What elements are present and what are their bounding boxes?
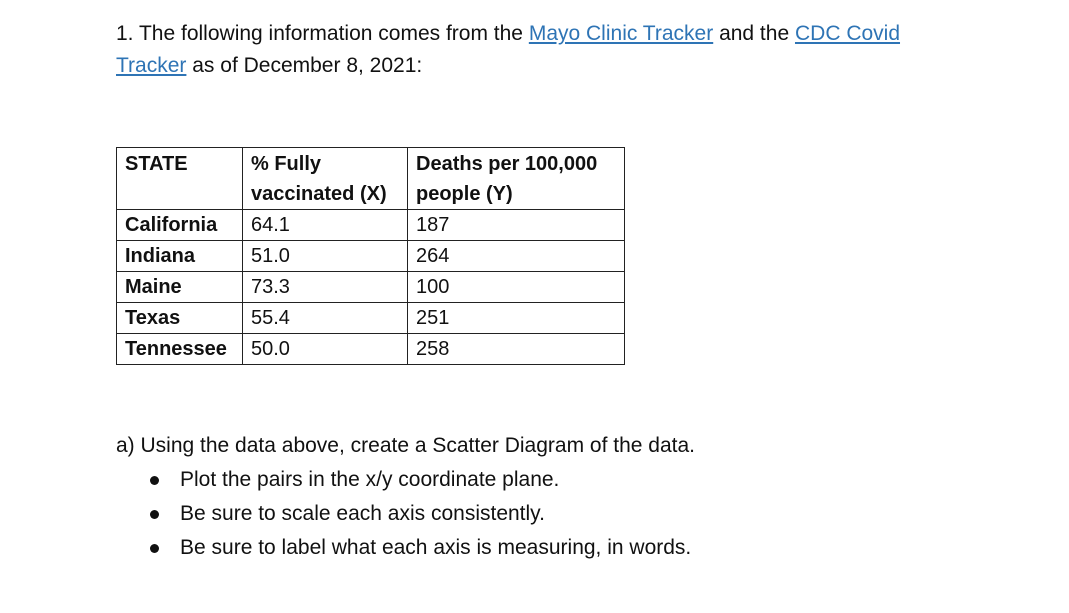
- state-cell: Indiana: [117, 241, 243, 272]
- header-deaths: Deaths per 100,000 people (Y): [408, 148, 625, 210]
- intro-text-end: as of December 8, 2021:: [192, 54, 423, 77]
- deaths-cell: 251: [408, 303, 625, 334]
- table-header-row: [117, 148, 625, 210]
- bullet-icon: [150, 476, 159, 485]
- header-state: STATE: [117, 148, 243, 210]
- state-cell: Texas: [117, 303, 243, 334]
- deaths-cell: 264: [408, 241, 625, 272]
- instruction-list: [116, 463, 936, 565]
- table-row: [117, 272, 625, 303]
- deaths-cell: 100: [408, 272, 625, 303]
- vaccinated-cell: 64.1: [243, 210, 408, 241]
- vaccinated-cell: 50.0: [243, 334, 408, 365]
- instruction-text: Plot the pairs in the x/y coordinate plane.: [180, 468, 560, 491]
- intro-text-middle: and the: [719, 22, 790, 45]
- table-row: [117, 210, 625, 241]
- table-row: [117, 241, 625, 272]
- list-item: [116, 497, 936, 531]
- bullet-icon: [150, 544, 159, 553]
- intro-text-start: The following information comes from the: [138, 22, 523, 45]
- instruction-text: Be sure to scale each axis consistently.: [180, 502, 545, 525]
- part-a-prompt: a) Using the data above, create a Scatter Diagram of the data.: [116, 434, 695, 457]
- vaccinated-cell: 73.3: [243, 272, 408, 303]
- list-item: [116, 463, 936, 497]
- deaths-cell: 187: [408, 210, 625, 241]
- state-cell: California: [117, 210, 243, 241]
- vaccinated-cell: 51.0: [243, 241, 408, 272]
- state-cell: Tennessee: [117, 334, 243, 365]
- list-item: [116, 531, 936, 565]
- state-cell: Maine: [117, 272, 243, 303]
- question-number: 1.: [116, 22, 134, 45]
- instruction-text: Be sure to label what each axis is measuring, in words.: [180, 536, 692, 559]
- part-a-section: [116, 429, 936, 565]
- bullet-icon: [150, 510, 159, 519]
- cdc-covid-tracker-link[interactable]: CDC Covid Tracker: [116, 22, 901, 77]
- header-percent-vaccinated: % Fully vaccinated (X): [243, 148, 408, 210]
- mayo-clinic-tracker-link[interactable]: Mayo Clinic Tracker: [528, 22, 714, 45]
- table-row: [117, 334, 625, 365]
- table-row: [117, 303, 625, 334]
- question-intro: [116, 18, 916, 82]
- vaccinated-cell: 55.4: [243, 303, 408, 334]
- deaths-cell: 258: [408, 334, 625, 365]
- vaccination-deaths-table: [116, 147, 625, 365]
